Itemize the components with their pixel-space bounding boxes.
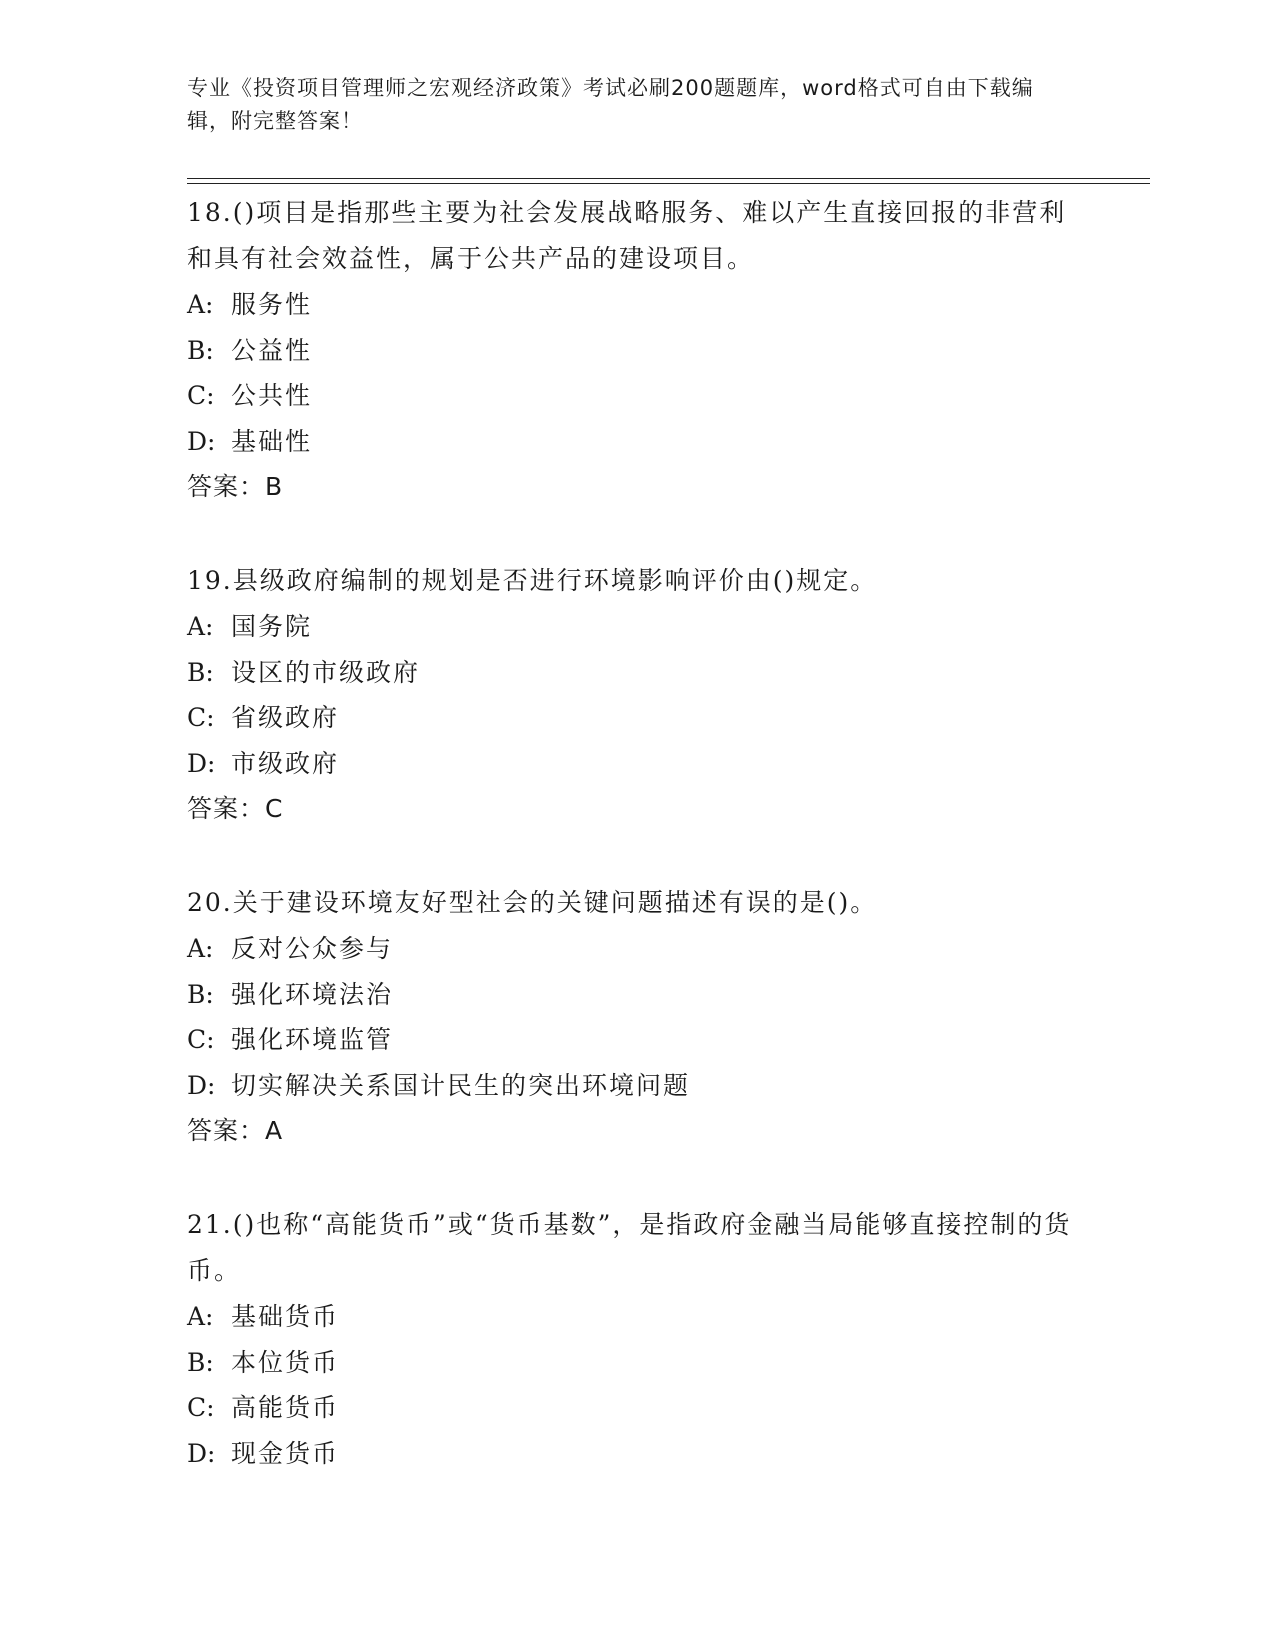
question-stem: ()项目是指那些主要为社会发展战略服务、难以产生直接回报的非营利和具有社会效益性，属于公共产品的建设项目。 — [187, 198, 1067, 273]
option-text: 现金货币 — [231, 1438, 340, 1468]
answer-value: B — [265, 472, 284, 501]
document-header: 专业《投资项目管理师之宏观经济政策》考试必刷200题题库，word格式可自由下载编辑，附完整答案！ — [187, 76, 1034, 133]
question-text — [187, 558, 1087, 604]
question-number: 19. — [187, 566, 233, 595]
option-text: 公共性 — [231, 381, 313, 410]
answer-line — [187, 786, 1087, 832]
question-block — [187, 880, 1087, 1154]
option-item — [187, 695, 1087, 741]
option-item — [187, 373, 1087, 419]
option-text: 市级政府 — [231, 748, 340, 778]
option-text: 高能货币 — [231, 1393, 340, 1422]
answer-label: 答案： — [187, 472, 266, 501]
option-item — [187, 419, 1087, 465]
option-item — [187, 1340, 1087, 1386]
answer-line — [187, 464, 1087, 510]
question-text — [187, 190, 1087, 282]
option-text: 反对公众参与 — [231, 934, 394, 963]
option-item — [187, 328, 1087, 374]
option-text: 本位货币 — [231, 1347, 340, 1377]
question-text — [187, 880, 1087, 926]
option-letter: A: — [187, 612, 214, 641]
answer-value: C — [265, 794, 284, 823]
answer-value: A — [265, 1116, 284, 1145]
option-text: 省级政府 — [231, 703, 340, 732]
option-text: 基础性 — [231, 426, 313, 456]
option-item — [187, 1385, 1087, 1431]
option-letter: C: — [187, 703, 215, 732]
question-number: 21. — [187, 1210, 233, 1239]
question-stem: 关于建设环境友好型社会的关键问题描述有误的是()。 — [232, 888, 878, 917]
option-item — [187, 282, 1087, 328]
option-letter: A: — [187, 1302, 214, 1331]
header-divider-bottom — [187, 183, 1150, 184]
question-block — [187, 190, 1087, 510]
option-letter: B: — [187, 657, 214, 687]
option-text: 切实解决关系国计民生的突出环境问题 — [231, 1070, 691, 1100]
option-item — [187, 650, 1087, 696]
option-letter: C: — [187, 1393, 215, 1422]
option-letter: A: — [187, 934, 214, 963]
option-letter: B: — [187, 979, 214, 1009]
option-letter: B: — [187, 1347, 214, 1377]
question-number: 20. — [187, 888, 233, 917]
question-list — [187, 190, 1087, 1524]
option-text: 公益性 — [231, 335, 313, 365]
question-block — [187, 558, 1087, 832]
option-letter: D: — [187, 426, 216, 456]
option-text: 设区的市级政府 — [231, 657, 421, 687]
option-letter: D: — [187, 1070, 216, 1100]
answer-line — [187, 1108, 1087, 1154]
option-letter: C: — [187, 1025, 215, 1054]
option-letter: D: — [187, 748, 216, 778]
question-number: 18. — [187, 198, 233, 227]
option-item — [187, 1294, 1087, 1340]
answer-label: 答案： — [187, 794, 266, 823]
option-text: 国务院 — [231, 612, 313, 641]
header-divider-top — [187, 178, 1150, 179]
option-text: 服务性 — [231, 290, 313, 319]
question-stem: 县级政府编制的规划是否进行环境影响评价由()规定。 — [232, 566, 878, 595]
option-text: 强化环境监管 — [231, 1025, 394, 1054]
question-block — [187, 1202, 1087, 1476]
answer-label: 答案： — [187, 1116, 266, 1145]
option-item — [187, 1063, 1087, 1109]
option-text: 基础货币 — [231, 1302, 340, 1331]
question-text — [187, 1202, 1087, 1294]
option-item — [187, 604, 1087, 650]
option-item — [187, 926, 1087, 972]
option-item — [187, 1431, 1087, 1477]
question-stem: ()也称“高能货币”或“货币基数”，是指政府金融当局能够直接控制的货币。 — [187, 1210, 1072, 1285]
option-text: 强化环境法治 — [231, 979, 394, 1009]
option-letter: B: — [187, 335, 214, 365]
option-letter: A: — [187, 290, 214, 319]
option-letter: D: — [187, 1438, 216, 1468]
option-item — [187, 741, 1087, 787]
option-item — [187, 972, 1087, 1018]
option-item — [187, 1017, 1087, 1063]
option-letter: C: — [187, 381, 215, 410]
